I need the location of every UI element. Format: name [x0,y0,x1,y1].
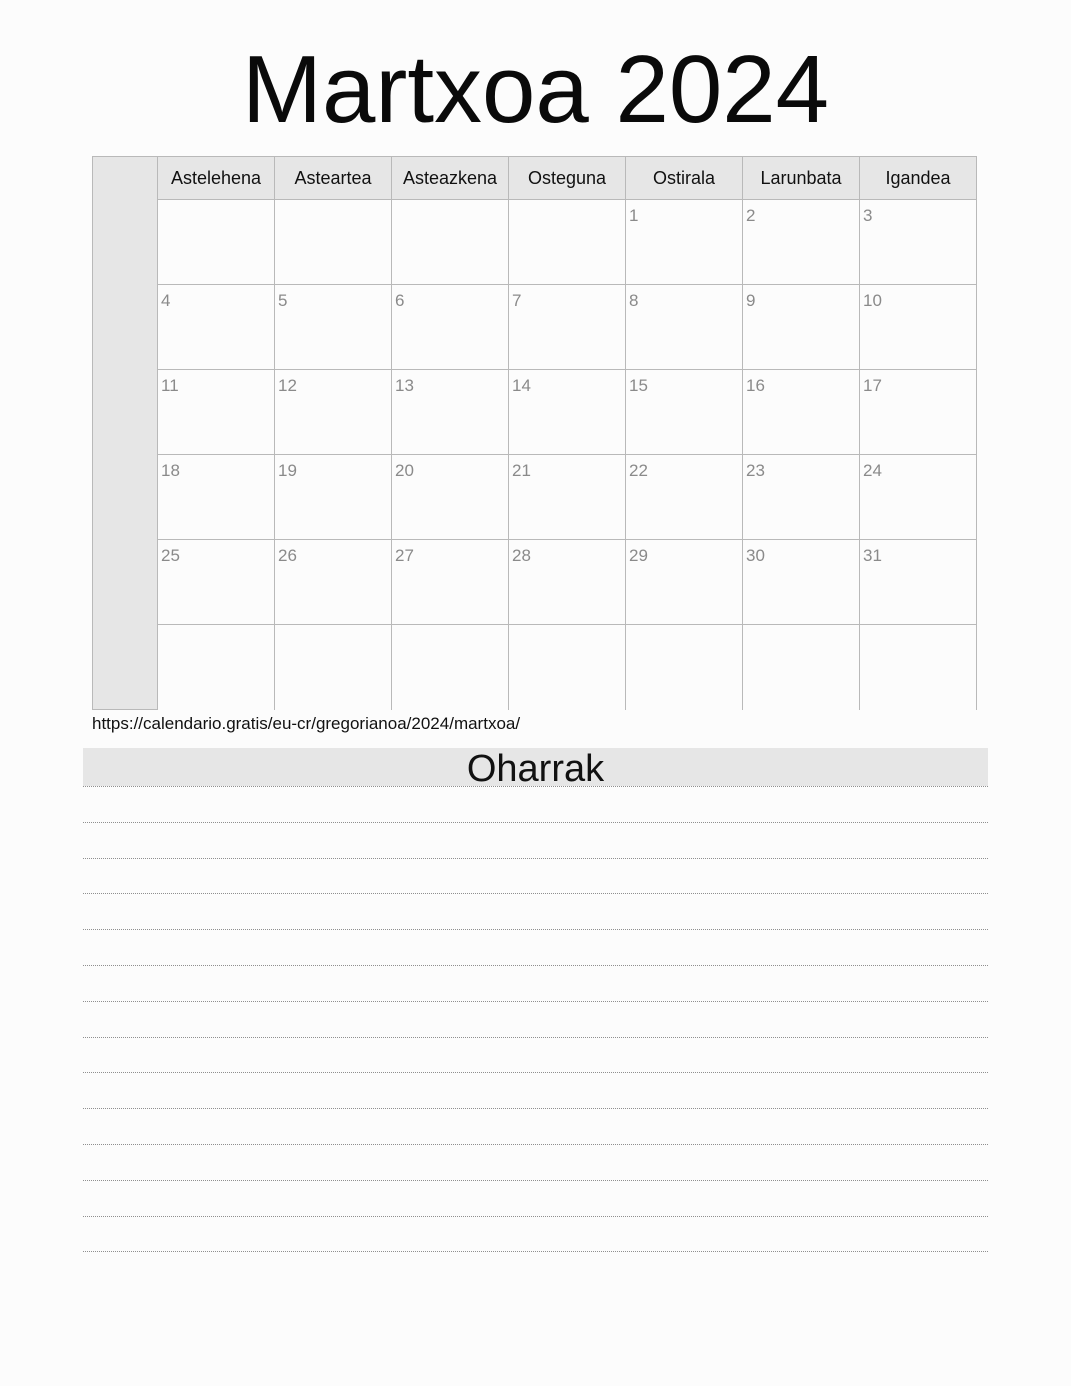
day-number: 5 [278,291,288,310]
day-cell [743,625,860,710]
day-cell [509,540,626,625]
day-cell [626,285,743,370]
day-number: 31 [863,546,882,565]
day-cell [392,540,509,625]
day-cell [275,455,392,540]
page-title: Martxoa 2024 [241,36,829,143]
day-cell [509,370,626,455]
note-line [83,1144,988,1145]
day-cell [158,200,275,285]
day-number: 15 [629,376,648,395]
day-cell [392,625,509,710]
weekday-header-friday: Ostirala [626,157,743,200]
day-cell [275,625,392,710]
day-cell [743,200,860,285]
notes-ruled-area [83,786,988,1252]
day-cell [509,455,626,540]
day-number: 20 [395,461,414,480]
notes-title: Oharrak [83,748,988,786]
note-line [83,965,988,966]
calendar-table [158,157,976,709]
note-line [83,1001,988,1002]
day-cell [626,625,743,710]
day-cell [275,285,392,370]
day-number: 30 [746,546,765,565]
day-cell [860,455,976,540]
day-cell [392,455,509,540]
day-number: 27 [395,546,414,565]
day-number: 19 [278,461,297,480]
note-line [83,1216,988,1217]
note-line [83,893,988,894]
note-line [83,1072,988,1073]
note-line [83,786,988,787]
day-cell [743,540,860,625]
day-number: 22 [629,461,648,480]
weekday-header-sunday: Igandea [860,157,976,200]
day-cell [509,200,626,285]
weekday-header-thursday: Osteguna [509,157,626,200]
day-cell [860,370,976,455]
source-url[interactable]: https://calendario.gratis/eu-cr/gregorianoa/2024/martxoa/ [92,714,521,733]
day-number: 11 [161,376,179,395]
day-number: 2 [746,206,756,225]
day-cell [626,370,743,455]
day-number: 3 [863,206,873,225]
day-number: 16 [746,376,765,395]
day-cell [392,370,509,455]
note-line [83,1108,988,1109]
note-line [83,1037,988,1038]
day-cell [158,370,275,455]
day-number: 8 [629,291,639,310]
weekday-header-saturday: Larunbata [743,157,860,200]
week-side-band [93,157,158,709]
day-cell [743,370,860,455]
note-line [83,822,988,823]
day-number: 26 [278,546,297,565]
day-number: 23 [746,461,765,480]
day-cell [275,370,392,455]
day-cell [392,200,509,285]
weekday-header-wednesday: Asteazkena [392,157,509,200]
day-number: 13 [395,376,414,395]
day-number: 28 [512,546,531,565]
day-cell [158,625,275,710]
day-cell [509,625,626,710]
day-number: 7 [512,291,522,310]
day-cell [743,455,860,540]
day-cell [860,540,976,625]
note-line [83,1180,988,1181]
day-number: 9 [746,291,756,310]
day-cell [158,455,275,540]
weekday-header-tuesday: Asteartea [275,157,392,200]
day-cell [860,625,976,710]
day-cell [626,200,743,285]
day-cell [275,540,392,625]
day-number: 12 [278,376,297,395]
day-number: 29 [629,546,648,565]
day-cell [626,455,743,540]
day-cell [275,200,392,285]
day-cell [158,285,275,370]
day-number: 24 [863,461,882,480]
day-cell [158,540,275,625]
note-line [83,1251,988,1252]
day-number: 14 [512,376,531,395]
calendar-grid [92,156,977,710]
day-number: 10 [863,291,882,310]
day-number: 1 [629,206,639,225]
day-cell [392,285,509,370]
note-line [83,929,988,930]
day-cell [860,285,976,370]
day-cell [509,285,626,370]
day-number: 4 [161,291,171,310]
day-cell [626,540,743,625]
day-cell [743,285,860,370]
weekday-header-monday: Astelehena [158,157,275,200]
day-number: 18 [161,461,180,480]
day-number: 6 [395,291,405,310]
day-cell [860,200,976,285]
note-line [83,858,988,859]
day-number: 17 [863,376,882,395]
day-number: 25 [161,546,180,565]
day-number: 21 [512,461,531,480]
